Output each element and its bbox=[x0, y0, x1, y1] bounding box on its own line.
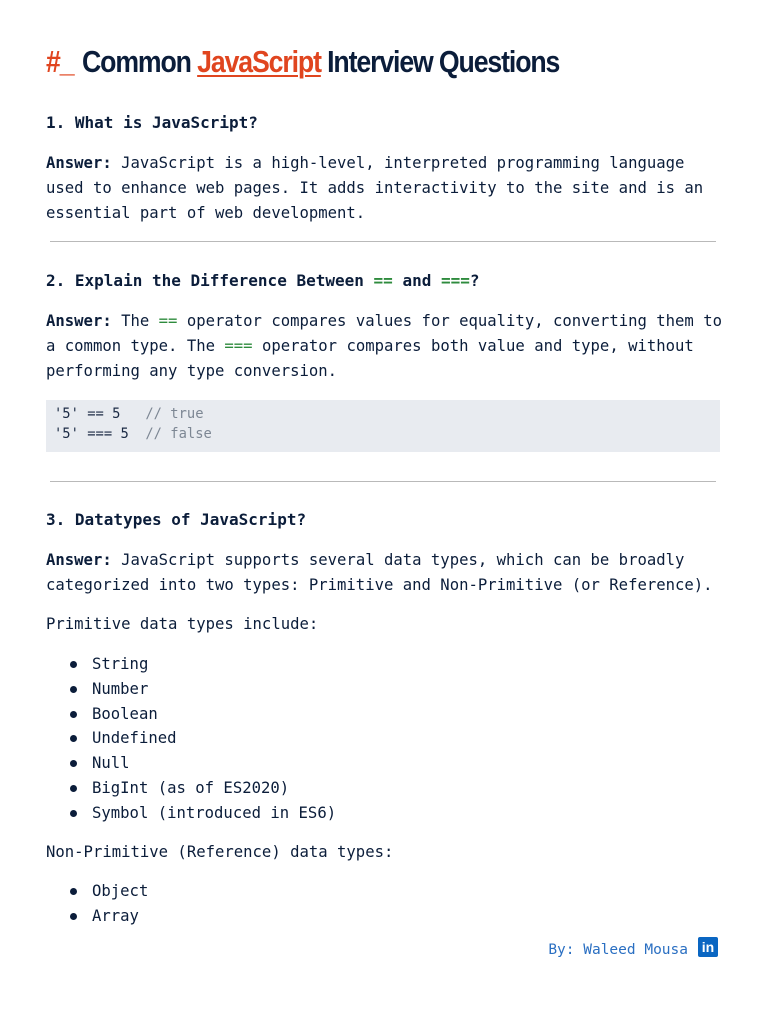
answer-text: operator compares both value and type, without performing any type conversion. bbox=[46, 337, 694, 380]
bullet-icon bbox=[70, 888, 77, 895]
code-line bbox=[54, 424, 212, 444]
title-prefix: #_ bbox=[46, 44, 74, 79]
question-3-answer bbox=[46, 548, 722, 598]
question-1-heading: 1. What is JavaScript? bbox=[46, 113, 258, 132]
operator-loose-equality: == bbox=[373, 271, 393, 290]
primitive-intro: Primitive data types include: bbox=[46, 615, 319, 633]
question-1-answer bbox=[46, 151, 722, 226]
nonprimitive-types-list bbox=[46, 879, 148, 929]
answer-text: operator compares values for equality, converting them to a common type. The bbox=[46, 312, 722, 355]
code-comment: // false bbox=[145, 426, 212, 442]
author-credit: By: Waleed Mousa bbox=[548, 942, 688, 958]
list-item-text: Undefined bbox=[92, 729, 177, 748]
code-text: '5' === 5 bbox=[54, 426, 146, 442]
list-item bbox=[46, 677, 336, 702]
code-block bbox=[46, 400, 720, 452]
linkedin-icon[interactable]: in bbox=[698, 937, 718, 957]
list-item bbox=[46, 801, 336, 826]
question-2-heading bbox=[46, 271, 480, 290]
list-item bbox=[46, 726, 336, 751]
list-item-text: Number bbox=[92, 679, 149, 698]
bullet-icon bbox=[70, 785, 77, 792]
list-item-text: Boolean bbox=[92, 704, 158, 723]
title-before: Common bbox=[82, 44, 191, 79]
bullet-icon bbox=[70, 810, 77, 817]
list-item bbox=[46, 776, 336, 801]
bullet-icon bbox=[70, 735, 77, 742]
code-text: '5' == 5 bbox=[54, 406, 146, 422]
heading-text: ? bbox=[469, 271, 480, 290]
title-highlight: JavaScript bbox=[197, 44, 321, 79]
primitive-types-list bbox=[46, 652, 336, 826]
list-item-text: Array bbox=[92, 906, 139, 925]
list-item-text: BigInt (as of ES2020) bbox=[92, 778, 290, 797]
title-after: Interview Questions bbox=[327, 44, 560, 79]
list-item bbox=[46, 904, 148, 929]
answer-text: The bbox=[121, 312, 150, 330]
bullet-icon bbox=[70, 760, 77, 767]
answer-text: JavaScript supports several data types, which can be broadly categorized into two types: Primitive and Non-Primitive (or Reference). bbox=[46, 551, 713, 594]
answer-label: Answer: bbox=[46, 312, 112, 330]
answer-text: JavaScript is a high-level, interpreted programming language used to enhance web pages. It adds interactivity to the site and is an essential part of web development. bbox=[46, 154, 704, 222]
question-2-answer bbox=[46, 309, 722, 384]
list-item-text: Symbol (introduced in ES6) bbox=[92, 803, 337, 822]
operator-strict-equality: === bbox=[224, 337, 253, 355]
footer bbox=[548, 936, 718, 958]
heading-text: and bbox=[402, 271, 432, 290]
question-3-heading: 3. Datatypes of JavaScript? bbox=[46, 510, 307, 529]
list-item-text: String bbox=[92, 655, 149, 673]
list-item-text: Object bbox=[92, 882, 149, 900]
list-item bbox=[46, 652, 336, 677]
bullet-icon bbox=[70, 661, 77, 668]
code-comment: // true bbox=[145, 406, 204, 422]
answer-label: Answer: bbox=[46, 154, 112, 172]
page-title bbox=[46, 44, 559, 80]
answer-label: Answer: bbox=[46, 551, 112, 569]
code-line bbox=[54, 404, 204, 424]
list-item bbox=[46, 702, 336, 727]
operator-loose-equality: == bbox=[158, 312, 178, 330]
list-item bbox=[46, 879, 148, 904]
section-divider bbox=[50, 481, 716, 482]
bullet-icon bbox=[70, 711, 77, 718]
list-item-text: Null bbox=[92, 754, 130, 773]
bullet-icon bbox=[70, 913, 77, 920]
list-item bbox=[46, 751, 336, 776]
operator-strict-equality: === bbox=[440, 271, 470, 290]
section-divider bbox=[50, 241, 716, 242]
heading-text: 2. Explain the Difference Between bbox=[46, 271, 364, 290]
nonprimitive-intro: Non-Primitive (Reference) data types: bbox=[46, 843, 394, 861]
bullet-icon bbox=[70, 686, 77, 693]
